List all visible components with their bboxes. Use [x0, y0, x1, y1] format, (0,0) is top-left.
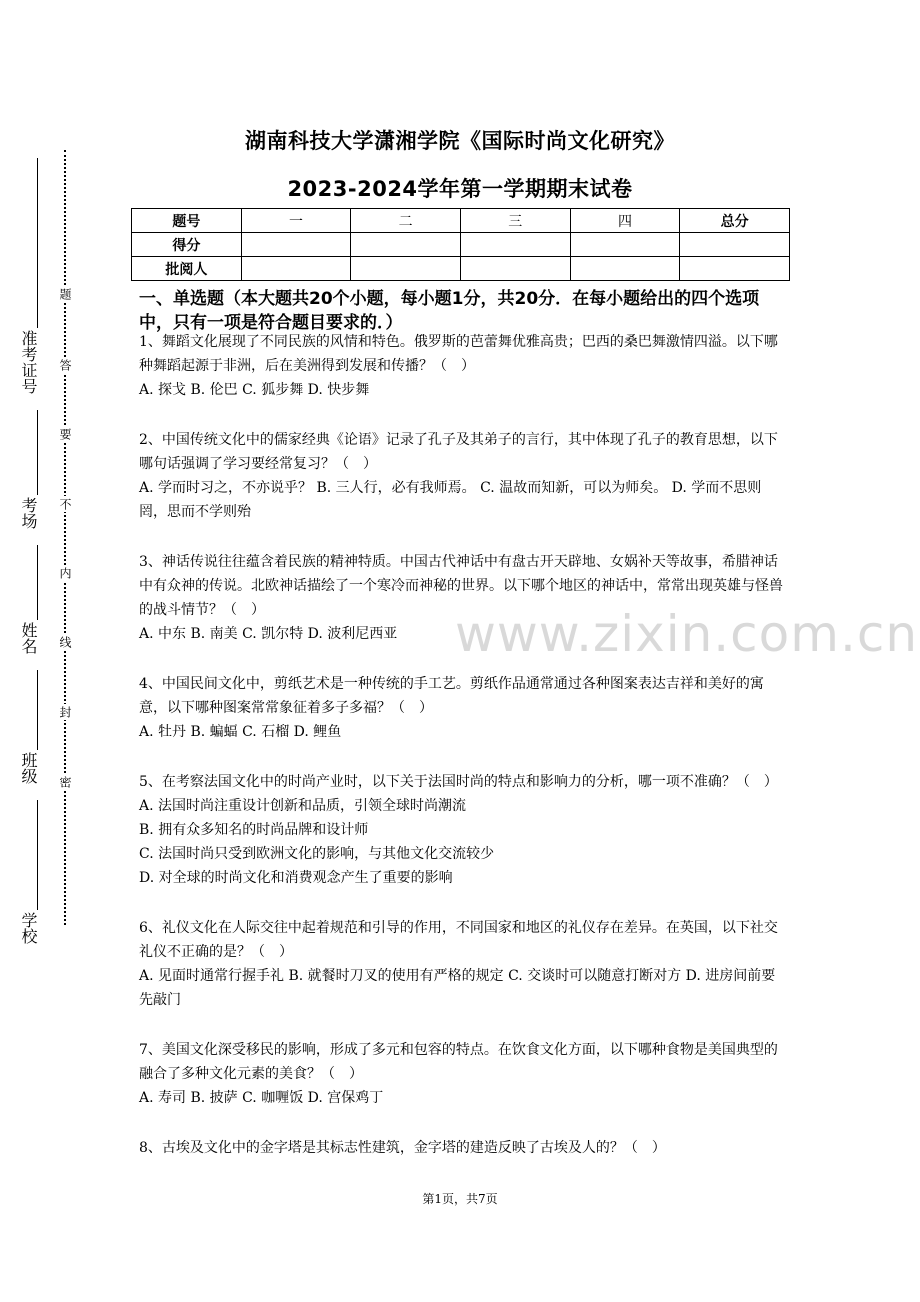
question-options: A. 探戈 B. 伦巴 C. 狐步舞 D. 快步舞 — [139, 382, 370, 398]
row-label-score: 得分 — [132, 233, 242, 257]
option-b: B. 拥有众多知名的时尚品牌和设计师 — [139, 822, 369, 838]
seal-char: 线 — [58, 636, 72, 648]
exam-subtitle: 2023-2024学年第一学期期末试卷 — [287, 177, 633, 201]
question-stem: 7、美国文化深受移民的影响，形成了多元和包容的特点。在饮食文化方面，以下哪种食物是美国典型的融合了多种文化元素的美食？（ ） — [139, 1042, 778, 1082]
field-underline — [37, 670, 38, 750]
grader-cell[interactable] — [241, 257, 351, 281]
question-4 — [139, 672, 789, 744]
question-2 — [139, 428, 789, 524]
grader-cell[interactable] — [460, 257, 570, 281]
question-stem: 5、在考察法国文化中的时尚产业时，以下关于法国时尚的特点和影响力的分析，哪一项不准确？（ ） — [139, 774, 778, 790]
field-exam-number: 准考证号 — [19, 330, 38, 394]
question-stem: 1、舞蹈文化展现了不同民族的风情和特色。俄罗斯的芭蕾舞优雅高贵；巴西的桑巴舞激情四溢。以下哪种舞蹈起源于非洲，后在美洲得到发展和传播？（ ） — [139, 334, 778, 374]
question-stem: 2、中国传统文化中的儒家经典《论语》记录了孔子及其弟子的言行，其中体现了孔子的教育思想，以下哪句话强调了学习要经常复习？（ ） — [139, 432, 778, 472]
field-school: 学校 — [19, 912, 38, 944]
question-6 — [139, 916, 789, 1012]
question-options: A. 学而时习之，不亦说乎？ B. 三人行，必有我师焉。 C. 温故而知新，可以为师矣。 D. 学而不思则罔，思而不学则殆 — [139, 480, 762, 520]
option-d: D. 对全球的时尚文化和消费观念产生了重要的影响 — [139, 870, 453, 886]
table-header-cell: 二 — [351, 209, 461, 233]
field-underline — [37, 800, 38, 910]
row-label-grader: 批阅人 — [132, 257, 242, 281]
score-cell[interactable] — [680, 233, 790, 257]
question-list — [139, 330, 789, 1186]
score-cell[interactable] — [570, 233, 680, 257]
table-header-cell: 一 — [241, 209, 351, 233]
seal-char: 要 — [58, 428, 72, 440]
seal-char: 答 — [58, 359, 72, 371]
question-8 — [139, 1136, 789, 1160]
section-heading: 一、单选题（本大题共20个小题，每小题1分，共20分．在每小题给出的四个选项中，只有一项是符合题目要求的．） — [139, 289, 760, 333]
option-a: A. 法国时尚注重设计创新和品质，引领全球时尚潮流 — [139, 798, 467, 814]
score-table — [131, 208, 790, 281]
table-header-cell: 四 — [570, 209, 680, 233]
question-7 — [139, 1038, 789, 1110]
field-underline — [37, 545, 38, 620]
seal-char: 内 — [58, 567, 72, 579]
seal-char: 封 — [58, 706, 72, 718]
binding-dotted-line — [64, 150, 66, 925]
question-1 — [139, 330, 789, 402]
question-3 — [139, 550, 789, 646]
question-stem: 4、中国民间文化中，剪纸艺术是一种传统的手工艺。剪纸作品通常通过各种图案表达吉祥和美好的寓意，以下哪种图案常常象征着多子多福？（ ） — [139, 676, 764, 716]
grader-cell[interactable] — [351, 257, 461, 281]
question-options: A. 牡丹 B. 蝙蝠 C. 石榴 D. 鲤鱼 — [139, 724, 342, 740]
seal-char: 不 — [58, 498, 72, 510]
score-cell[interactable] — [351, 233, 461, 257]
exam-title: 湖南科技大学潇湘学院《国际时尚文化研究》 — [245, 129, 675, 153]
question-stem: 8、古埃及文化中的金字塔是其标志性建筑，金字塔的建造反映了古埃及人的？（ ） — [139, 1140, 666, 1156]
score-row — [132, 233, 790, 257]
question-options: A. 见面时通常行握手礼 B. 就餐时刀叉的使用有严格的规定 C. 交谈时可以随意打断对方 D. 进房间前要先敲门 — [139, 968, 776, 1008]
field-exam-room: 考场 — [19, 497, 38, 529]
question-options: A. 寿司 B. 披萨 C. 咖喱饭 D. 宫保鸡丁 — [139, 1090, 384, 1106]
field-name: 姓名 — [19, 622, 38, 654]
seal-char: 密 — [58, 776, 72, 788]
score-table-header-row — [132, 209, 790, 233]
field-class: 班级 — [19, 752, 38, 784]
question-5 — [139, 770, 789, 890]
question-options: A. 中东 B. 南美 C. 凯尔特 D. 波利尼西亚 — [139, 626, 398, 642]
watermark: www.zixin.com.cn — [455, 605, 919, 663]
table-header-cell: 总分 — [680, 209, 790, 233]
grader-cell[interactable] — [570, 257, 680, 281]
option-c: C. 法国时尚只受到欧洲文化的影响，与其他文化交流较少 — [139, 846, 495, 862]
question-stem: 3、神话传说往往蕴含着民族的精神特质。中国古代神话中有盘古开天辟地、女娲补天等故事，希腊神话中有众神的传说。北欧神话描绘了一个寒冷而神秘的世界。以下哪个地区的神话中，常常出现英雄与怪兽的战斗情节？（ ） — [139, 554, 783, 618]
table-header-cell: 题号 — [132, 209, 242, 233]
page-number: 第1页，共7页 — [422, 1192, 498, 1206]
grader-cell[interactable] — [680, 257, 790, 281]
question-stem: 6、礼仪文化在人际交往中起着规范和引导的作用，不同国家和地区的礼仪存在差异。在英国，以下社交礼仪不正确的是？（ ） — [139, 920, 778, 960]
score-cell[interactable] — [460, 233, 570, 257]
table-header-cell: 三 — [460, 209, 570, 233]
score-cell[interactable] — [241, 233, 351, 257]
grader-row — [132, 257, 790, 281]
question-options — [139, 794, 789, 890]
field-underline — [37, 410, 38, 495]
seal-char: 题 — [58, 288, 72, 300]
